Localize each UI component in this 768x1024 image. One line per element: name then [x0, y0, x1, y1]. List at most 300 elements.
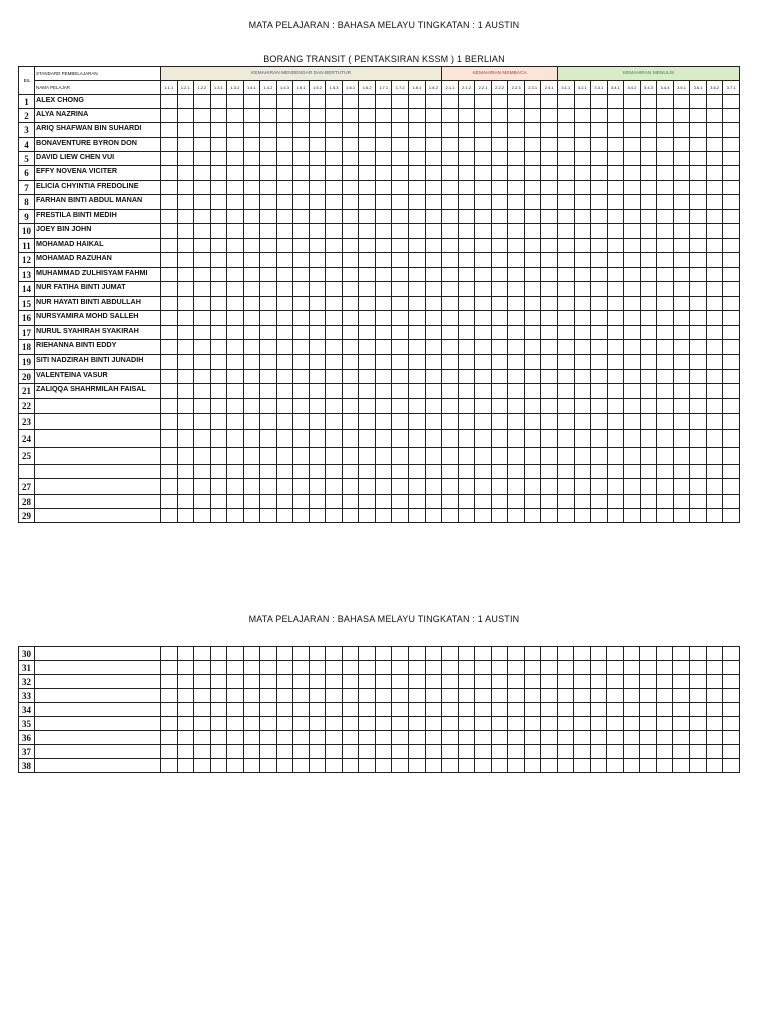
assessment-cell[interactable] [475, 509, 492, 523]
assessment-cell[interactable] [558, 384, 575, 399]
assessment-cell[interactable] [706, 759, 723, 773]
assessment-cell[interactable] [706, 495, 723, 509]
assessment-cell[interactable] [442, 384, 459, 399]
assessment-cell[interactable] [375, 355, 392, 370]
assessment-cell[interactable] [342, 253, 359, 268]
assessment-cell[interactable] [458, 340, 475, 355]
assessment-cell[interactable] [524, 647, 541, 661]
assessment-cell[interactable] [342, 448, 359, 465]
assessment-cell[interactable] [491, 210, 508, 224]
assessment-cell[interactable] [243, 95, 260, 109]
assessment-cell[interactable] [276, 253, 293, 268]
assessment-cell[interactable] [458, 152, 475, 166]
assessment-cell[interactable] [227, 326, 244, 340]
assessment-cell[interactable] [425, 282, 442, 297]
assessment-cell[interactable] [260, 689, 277, 703]
assessment-cell[interactable] [706, 282, 723, 297]
assessment-cell[interactable] [425, 759, 442, 773]
assessment-cell[interactable] [359, 210, 376, 224]
assessment-cell[interactable] [623, 717, 640, 731]
assessment-cell[interactable] [591, 430, 608, 448]
assessment-cell[interactable] [690, 282, 707, 297]
assessment-cell[interactable] [210, 181, 227, 195]
assessment-cell[interactable] [723, 253, 740, 268]
assessment-cell[interactable] [574, 166, 591, 181]
assessment-cell[interactable] [359, 239, 376, 253]
assessment-cell[interactable] [326, 152, 343, 166]
assessment-cell[interactable] [706, 479, 723, 495]
assessment-cell[interactable] [359, 297, 376, 311]
assessment-cell[interactable] [342, 181, 359, 195]
assessment-cell[interactable] [177, 181, 194, 195]
assessment-cell[interactable] [640, 138, 657, 152]
assessment-cell[interactable] [690, 479, 707, 495]
assessment-cell[interactable] [425, 195, 442, 210]
assessment-cell[interactable] [408, 268, 425, 282]
assessment-cell[interactable] [309, 166, 326, 181]
assessment-cell[interactable] [475, 479, 492, 495]
assessment-cell[interactable] [243, 370, 260, 384]
assessment-cell[interactable] [508, 661, 525, 675]
assessment-cell[interactable] [723, 731, 740, 745]
assessment-cell[interactable] [326, 448, 343, 465]
assessment-cell[interactable] [260, 430, 277, 448]
assessment-cell[interactable] [624, 355, 641, 370]
assessment-cell[interactable] [706, 326, 723, 340]
assessment-cell[interactable] [557, 745, 574, 759]
assessment-cell[interactable] [657, 326, 674, 340]
assessment-cell[interactable] [458, 430, 475, 448]
assessment-cell[interactable] [673, 370, 690, 384]
assessment-cell[interactable] [161, 647, 178, 661]
assessment-cell[interactable] [491, 224, 508, 239]
assessment-cell[interactable] [541, 717, 558, 731]
assessment-cell[interactable] [640, 152, 657, 166]
assessment-cell[interactable] [293, 647, 310, 661]
assessment-cell[interactable] [392, 675, 409, 689]
assessment-cell[interactable] [326, 717, 343, 731]
assessment-cell[interactable] [293, 109, 310, 123]
assessment-cell[interactable] [243, 355, 260, 370]
assessment-cell[interactable] [359, 311, 376, 326]
assessment-cell[interactable] [359, 370, 376, 384]
assessment-cell[interactable] [194, 495, 211, 509]
assessment-cell[interactable] [243, 253, 260, 268]
assessment-cell[interactable] [723, 109, 740, 123]
assessment-cell[interactable] [458, 224, 475, 239]
assessment-cell[interactable] [425, 731, 442, 745]
assessment-cell[interactable] [227, 465, 244, 479]
assessment-cell[interactable] [508, 399, 525, 414]
assessment-cell[interactable] [243, 759, 260, 773]
assessment-cell[interactable] [524, 745, 541, 759]
assessment-cell[interactable] [491, 647, 508, 661]
assessment-cell[interactable] [574, 224, 591, 239]
assessment-cell[interactable] [706, 123, 723, 138]
assessment-cell[interactable] [524, 465, 541, 479]
assessment-cell[interactable] [177, 297, 194, 311]
assessment-cell[interactable] [243, 703, 260, 717]
assessment-cell[interactable] [690, 675, 707, 689]
assessment-cell[interactable] [309, 675, 326, 689]
assessment-cell[interactable] [227, 340, 244, 355]
assessment-cell[interactable] [574, 239, 591, 253]
assessment-cell[interactable] [161, 123, 178, 138]
assessment-cell[interactable] [309, 355, 326, 370]
assessment-cell[interactable] [524, 253, 541, 268]
assessment-cell[interactable] [640, 759, 657, 773]
assessment-cell[interactable] [590, 759, 607, 773]
assessment-cell[interactable] [656, 689, 673, 703]
assessment-cell[interactable] [326, 731, 343, 745]
assessment-cell[interactable] [673, 224, 690, 239]
assessment-cell[interactable] [442, 479, 459, 495]
assessment-cell[interactable] [640, 479, 657, 495]
assessment-cell[interactable] [458, 181, 475, 195]
assessment-cell[interactable] [574, 109, 591, 123]
assessment-cell[interactable] [243, 138, 260, 152]
assessment-cell[interactable] [177, 326, 194, 340]
assessment-cell[interactable] [210, 109, 227, 123]
assessment-cell[interactable] [260, 253, 277, 268]
assessment-cell[interactable] [326, 123, 343, 138]
assessment-cell[interactable] [574, 355, 591, 370]
assessment-cell[interactable] [524, 297, 541, 311]
assessment-cell[interactable] [723, 311, 740, 326]
assessment-cell[interactable] [607, 647, 624, 661]
assessment-cell[interactable] [624, 326, 641, 340]
assessment-cell[interactable] [673, 675, 690, 689]
assessment-cell[interactable] [425, 311, 442, 326]
assessment-cell[interactable] [607, 689, 624, 703]
assessment-cell[interactable] [657, 95, 674, 109]
assessment-cell[interactable] [475, 689, 492, 703]
assessment-cell[interactable] [260, 465, 277, 479]
assessment-cell[interactable] [623, 647, 640, 661]
assessment-cell[interactable] [458, 495, 475, 509]
assessment-cell[interactable] [342, 689, 359, 703]
assessment-cell[interactable] [558, 355, 575, 370]
assessment-cell[interactable] [293, 268, 310, 282]
assessment-cell[interactable] [293, 152, 310, 166]
assessment-cell[interactable] [690, 465, 707, 479]
assessment-cell[interactable] [408, 297, 425, 311]
assessment-cell[interactable] [309, 311, 326, 326]
assessment-cell[interactable] [690, 210, 707, 224]
assessment-cell[interactable] [177, 448, 194, 465]
assessment-cell[interactable] [276, 138, 293, 152]
assessment-cell[interactable] [640, 95, 657, 109]
assessment-cell[interactable] [276, 495, 293, 509]
assessment-cell[interactable] [276, 181, 293, 195]
assessment-cell[interactable] [425, 465, 442, 479]
assessment-cell[interactable] [723, 430, 740, 448]
assessment-cell[interactable] [161, 731, 178, 745]
assessment-cell[interactable] [574, 675, 591, 689]
assessment-cell[interactable] [276, 717, 293, 731]
assessment-cell[interactable] [723, 297, 740, 311]
assessment-cell[interactable] [309, 253, 326, 268]
assessment-cell[interactable] [177, 253, 194, 268]
assessment-cell[interactable] [293, 689, 310, 703]
assessment-cell[interactable] [375, 340, 392, 355]
assessment-cell[interactable] [706, 195, 723, 210]
assessment-cell[interactable] [210, 759, 227, 773]
assessment-cell[interactable] [541, 675, 558, 689]
assessment-cell[interactable] [408, 703, 425, 717]
assessment-cell[interactable] [541, 430, 558, 448]
assessment-cell[interactable] [260, 282, 277, 297]
assessment-cell[interactable] [408, 152, 425, 166]
assessment-cell[interactable] [194, 465, 211, 479]
assessment-cell[interactable] [342, 195, 359, 210]
assessment-cell[interactable] [342, 759, 359, 773]
assessment-cell[interactable] [425, 224, 442, 239]
assessment-cell[interactable] [276, 340, 293, 355]
assessment-cell[interactable] [375, 703, 392, 717]
assessment-cell[interactable] [359, 509, 376, 523]
assessment-cell[interactable] [442, 152, 459, 166]
assessment-cell[interactable] [359, 448, 376, 465]
assessment-cell[interactable] [177, 479, 194, 495]
assessment-cell[interactable] [640, 355, 657, 370]
assessment-cell[interactable] [524, 195, 541, 210]
assessment-cell[interactable] [591, 210, 608, 224]
assessment-cell[interactable] [210, 268, 227, 282]
assessment-cell[interactable] [590, 703, 607, 717]
assessment-cell[interactable] [375, 731, 392, 745]
assessment-cell[interactable] [276, 465, 293, 479]
assessment-cell[interactable] [194, 661, 211, 675]
assessment-cell[interactable] [293, 123, 310, 138]
assessment-cell[interactable] [541, 181, 558, 195]
assessment-cell[interactable] [408, 195, 425, 210]
assessment-cell[interactable] [227, 268, 244, 282]
assessment-cell[interactable] [425, 166, 442, 181]
assessment-cell[interactable] [690, 166, 707, 181]
assessment-cell[interactable] [690, 355, 707, 370]
assessment-cell[interactable] [227, 414, 244, 430]
assessment-cell[interactable] [673, 166, 690, 181]
assessment-cell[interactable] [541, 731, 558, 745]
assessment-cell[interactable] [591, 479, 608, 495]
assessment-cell[interactable] [591, 414, 608, 430]
assessment-cell[interactable] [640, 297, 657, 311]
assessment-cell[interactable] [458, 355, 475, 370]
assessment-cell[interactable] [442, 109, 459, 123]
assessment-cell[interactable] [342, 661, 359, 675]
assessment-cell[interactable] [243, 465, 260, 479]
assessment-cell[interactable] [524, 370, 541, 384]
assessment-cell[interactable] [392, 253, 409, 268]
assessment-cell[interactable] [574, 340, 591, 355]
assessment-cell[interactable] [524, 414, 541, 430]
assessment-cell[interactable] [375, 326, 392, 340]
assessment-cell[interactable] [276, 414, 293, 430]
assessment-cell[interactable] [475, 647, 492, 661]
assessment-cell[interactable] [375, 675, 392, 689]
assessment-cell[interactable] [690, 239, 707, 253]
assessment-cell[interactable] [392, 210, 409, 224]
assessment-cell[interactable] [607, 138, 624, 152]
assessment-cell[interactable] [425, 340, 442, 355]
assessment-cell[interactable] [706, 703, 723, 717]
assessment-cell[interactable] [706, 355, 723, 370]
assessment-cell[interactable] [508, 759, 525, 773]
assessment-cell[interactable] [723, 384, 740, 399]
assessment-cell[interactable] [359, 138, 376, 152]
assessment-cell[interactable] [375, 479, 392, 495]
assessment-cell[interactable] [508, 282, 525, 297]
assessment-cell[interactable] [624, 282, 641, 297]
assessment-cell[interactable] [210, 689, 227, 703]
assessment-cell[interactable] [607, 414, 624, 430]
assessment-cell[interactable] [574, 152, 591, 166]
assessment-cell[interactable] [607, 448, 624, 465]
assessment-cell[interactable] [557, 731, 574, 745]
assessment-cell[interactable] [342, 647, 359, 661]
assessment-cell[interactable] [623, 675, 640, 689]
assessment-cell[interactable] [392, 152, 409, 166]
assessment-cell[interactable] [475, 239, 492, 253]
assessment-cell[interactable] [260, 703, 277, 717]
assessment-cell[interactable] [342, 731, 359, 745]
assessment-cell[interactable] [508, 370, 525, 384]
assessment-cell[interactable] [326, 224, 343, 239]
assessment-cell[interactable] [342, 509, 359, 523]
assessment-cell[interactable] [541, 355, 558, 370]
assessment-cell[interactable] [558, 195, 575, 210]
student-name[interactable] [35, 647, 161, 661]
assessment-cell[interactable] [442, 509, 459, 523]
assessment-cell[interactable] [392, 384, 409, 399]
assessment-cell[interactable] [276, 210, 293, 224]
assessment-cell[interactable] [359, 717, 376, 731]
assessment-cell[interactable] [408, 239, 425, 253]
assessment-cell[interactable] [276, 326, 293, 340]
assessment-cell[interactable] [392, 181, 409, 195]
assessment-cell[interactable] [624, 268, 641, 282]
assessment-cell[interactable] [574, 647, 591, 661]
assessment-cell[interactable] [276, 430, 293, 448]
assessment-cell[interactable] [656, 731, 673, 745]
assessment-cell[interactable] [309, 340, 326, 355]
assessment-cell[interactable] [623, 731, 640, 745]
assessment-cell[interactable] [706, 268, 723, 282]
assessment-cell[interactable] [706, 253, 723, 268]
assessment-cell[interactable] [690, 123, 707, 138]
assessment-cell[interactable] [640, 731, 657, 745]
assessment-cell[interactable] [161, 370, 178, 384]
assessment-cell[interactable] [243, 717, 260, 731]
assessment-cell[interactable] [624, 399, 641, 414]
assessment-cell[interactable] [442, 703, 459, 717]
assessment-cell[interactable] [624, 152, 641, 166]
assessment-cell[interactable] [260, 509, 277, 523]
assessment-cell[interactable] [359, 166, 376, 181]
assessment-cell[interactable] [425, 414, 442, 430]
assessment-cell[interactable] [524, 109, 541, 123]
assessment-cell[interactable] [309, 647, 326, 661]
assessment-cell[interactable] [425, 495, 442, 509]
assessment-cell[interactable] [673, 717, 690, 731]
assessment-cell[interactable] [408, 181, 425, 195]
assessment-cell[interactable] [657, 340, 674, 355]
assessment-cell[interactable] [508, 731, 525, 745]
assessment-cell[interactable] [508, 340, 525, 355]
assessment-cell[interactable] [690, 326, 707, 340]
assessment-cell[interactable] [392, 661, 409, 675]
assessment-cell[interactable] [260, 448, 277, 465]
assessment-cell[interactable] [161, 745, 178, 759]
assessment-cell[interactable] [607, 509, 624, 523]
assessment-cell[interactable] [210, 152, 227, 166]
assessment-cell[interactable] [723, 282, 740, 297]
assessment-cell[interactable] [408, 282, 425, 297]
assessment-cell[interactable] [326, 370, 343, 384]
assessment-cell[interactable] [161, 181, 178, 195]
assessment-cell[interactable] [177, 509, 194, 523]
assessment-cell[interactable] [723, 268, 740, 282]
assessment-cell[interactable] [706, 399, 723, 414]
assessment-cell[interactable] [210, 647, 227, 661]
assessment-cell[interactable] [475, 138, 492, 152]
assessment-cell[interactable] [574, 210, 591, 224]
assessment-cell[interactable] [309, 210, 326, 224]
assessment-cell[interactable] [442, 430, 459, 448]
assessment-cell[interactable] [243, 745, 260, 759]
assessment-cell[interactable] [723, 414, 740, 430]
assessment-cell[interactable] [508, 414, 525, 430]
assessment-cell[interactable] [293, 326, 310, 340]
assessment-cell[interactable] [359, 340, 376, 355]
assessment-cell[interactable] [508, 297, 525, 311]
assessment-cell[interactable] [508, 495, 525, 509]
assessment-cell[interactable] [161, 282, 178, 297]
assessment-cell[interactable] [607, 759, 624, 773]
assessment-cell[interactable] [657, 123, 674, 138]
assessment-cell[interactable] [210, 355, 227, 370]
assessment-cell[interactable] [706, 647, 723, 661]
assessment-cell[interactable] [706, 224, 723, 239]
assessment-cell[interactable] [177, 166, 194, 181]
assessment-cell[interactable] [458, 745, 475, 759]
assessment-cell[interactable] [690, 731, 707, 745]
assessment-cell[interactable] [690, 109, 707, 123]
assessment-cell[interactable] [723, 195, 740, 210]
assessment-cell[interactable] [210, 195, 227, 210]
assessment-cell[interactable] [227, 661, 244, 675]
assessment-cell[interactable] [475, 340, 492, 355]
assessment-cell[interactable] [260, 717, 277, 731]
assessment-cell[interactable] [243, 282, 260, 297]
assessment-cell[interactable] [425, 181, 442, 195]
assessment-cell[interactable] [574, 268, 591, 282]
assessment-cell[interactable] [624, 370, 641, 384]
assessment-cell[interactable] [375, 152, 392, 166]
assessment-cell[interactable] [177, 414, 194, 430]
assessment-cell[interactable] [491, 311, 508, 326]
assessment-cell[interactable] [260, 166, 277, 181]
assessment-cell[interactable] [359, 195, 376, 210]
assessment-cell[interactable] [375, 717, 392, 731]
assessment-cell[interactable] [194, 731, 211, 745]
assessment-cell[interactable] [243, 448, 260, 465]
assessment-cell[interactable] [243, 326, 260, 340]
assessment-cell[interactable] [656, 759, 673, 773]
assessment-cell[interactable] [458, 414, 475, 430]
assessment-cell[interactable] [673, 661, 690, 675]
